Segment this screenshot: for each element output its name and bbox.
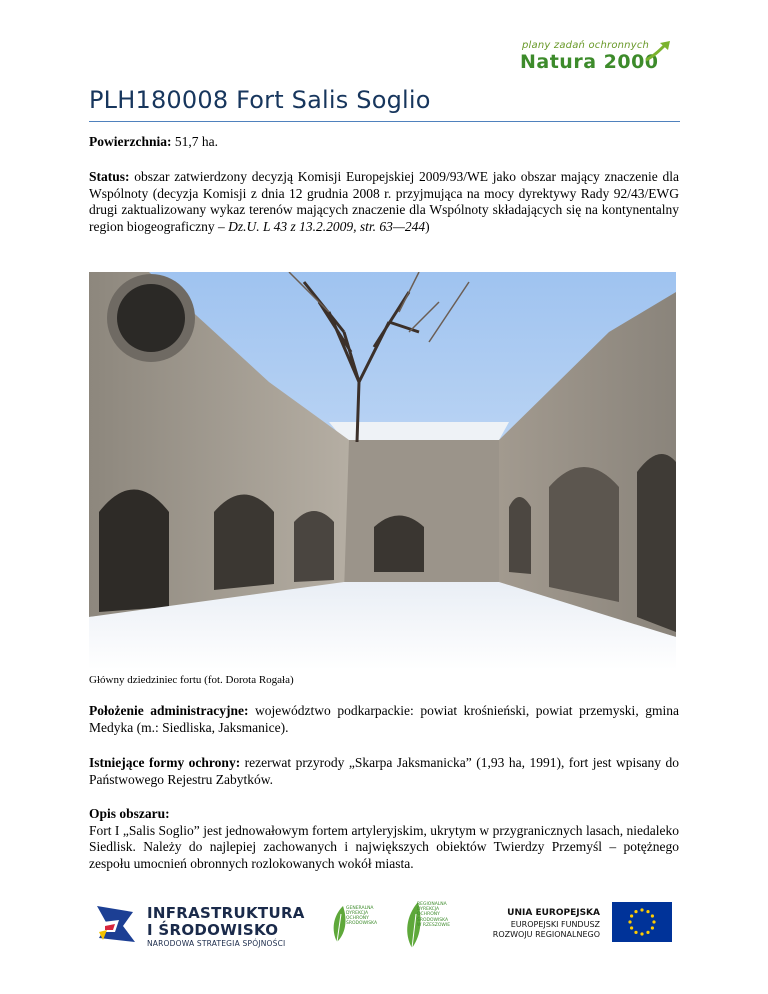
status-text: obszar zatwierdzony decyzją Komisji Europejskiej 2009/93/WE jako obszar mający znaczenie dla Wspólnoty (decyzja Komisji z dnia 12 grudnia 2008 r. przyjmująca na mocy dyrektywy Rady 92/43/EWG drugi zaktualizowany wykaz terenów mających znaczenie dla Wspólnoty składających się na kontynentalny region biogeograficzny –	[89, 169, 679, 234]
area-paragraph	[89, 134, 679, 151]
infrastruktura-flag-icon	[93, 902, 139, 946]
eu-flag-icon	[612, 902, 672, 942]
eu-line1: UNIA EUROPEJSKA	[507, 908, 600, 918]
protection-text: rezerwat przyrody „Skarpa Jaksmanicka” (1,93 ha, 1991), fort jest wpisany do Państwowego Rejestru Zabytków.	[89, 755, 679, 787]
gdos-text: GENERALNA DYREKCJA OCHRONY ŚRODOWISKA	[346, 906, 378, 926]
ie-subtitle: NARODOWA STRATEGIA SPÓJNOŚCI	[147, 939, 286, 948]
protection-label: Istniejące formy ochrony:	[89, 755, 241, 770]
protection-paragraph	[89, 755, 679, 788]
area-label: Powierzchnia:	[89, 134, 172, 149]
description-label: Opis obszaru:	[89, 806, 170, 821]
arrow-icon	[644, 40, 672, 62]
logo-tagline: plany zadań ochronnych	[522, 40, 650, 51]
status-paragraph	[89, 169, 679, 235]
description-text: Fort I „Salis Soglio” jest jednowałowym fortem artyleryjskim, ukrytym w przygranicznych lasach, niedaleko Siedlisk. Należy do najlepiej zachowanych i największych obiektów Twierdzy Przemyśl – potężnego zespołu umocnień obronnych rozlokowanych wokół miasta.	[89, 822, 679, 871]
eu-line2: EUROPEJSKI FUNDUSZ	[510, 920, 600, 929]
title-divider	[89, 121, 680, 122]
rdos-text: REGIONALNA DYREKCJA OCHRONY ŚRODOWISKA W RZESZOWIE	[417, 902, 451, 928]
status-label: Status:	[89, 169, 130, 184]
location-text: województwo podkarpackie: powiat krośnieński, powiat przemyski, gmina Medyka (m.: Siedliska, Jaksmanice).	[89, 703, 679, 735]
ie-title-line2: I ŚRODOWISKO	[147, 921, 279, 939]
status-close: )	[425, 218, 430, 234]
footer-logos	[0, 886, 768, 956]
location-label: Położenie administracyjne:	[89, 703, 249, 718]
location-paragraph	[89, 703, 679, 736]
photo-caption: Główny dziedziniec fortu (fot. Dorota Rogała)	[89, 674, 294, 686]
fort-courtyard-photo	[89, 272, 676, 670]
natura-2000-logo	[514, 40, 674, 80]
logo-name: Natura 2000	[520, 51, 659, 73]
eu-line3: ROZWOJU REGIONALNEGO	[492, 930, 600, 939]
page-title: PLH180008 Fort Salis Soglio	[89, 86, 431, 114]
description-section	[89, 806, 679, 872]
ie-title-line1: INFRASTRUKTURA	[147, 904, 305, 922]
area-value: 51,7 ha.	[171, 134, 218, 149]
status-reference: Dz.U. L 43 z 13.2.2009, str. 63—244	[228, 218, 426, 234]
photo-illustration	[89, 272, 676, 670]
